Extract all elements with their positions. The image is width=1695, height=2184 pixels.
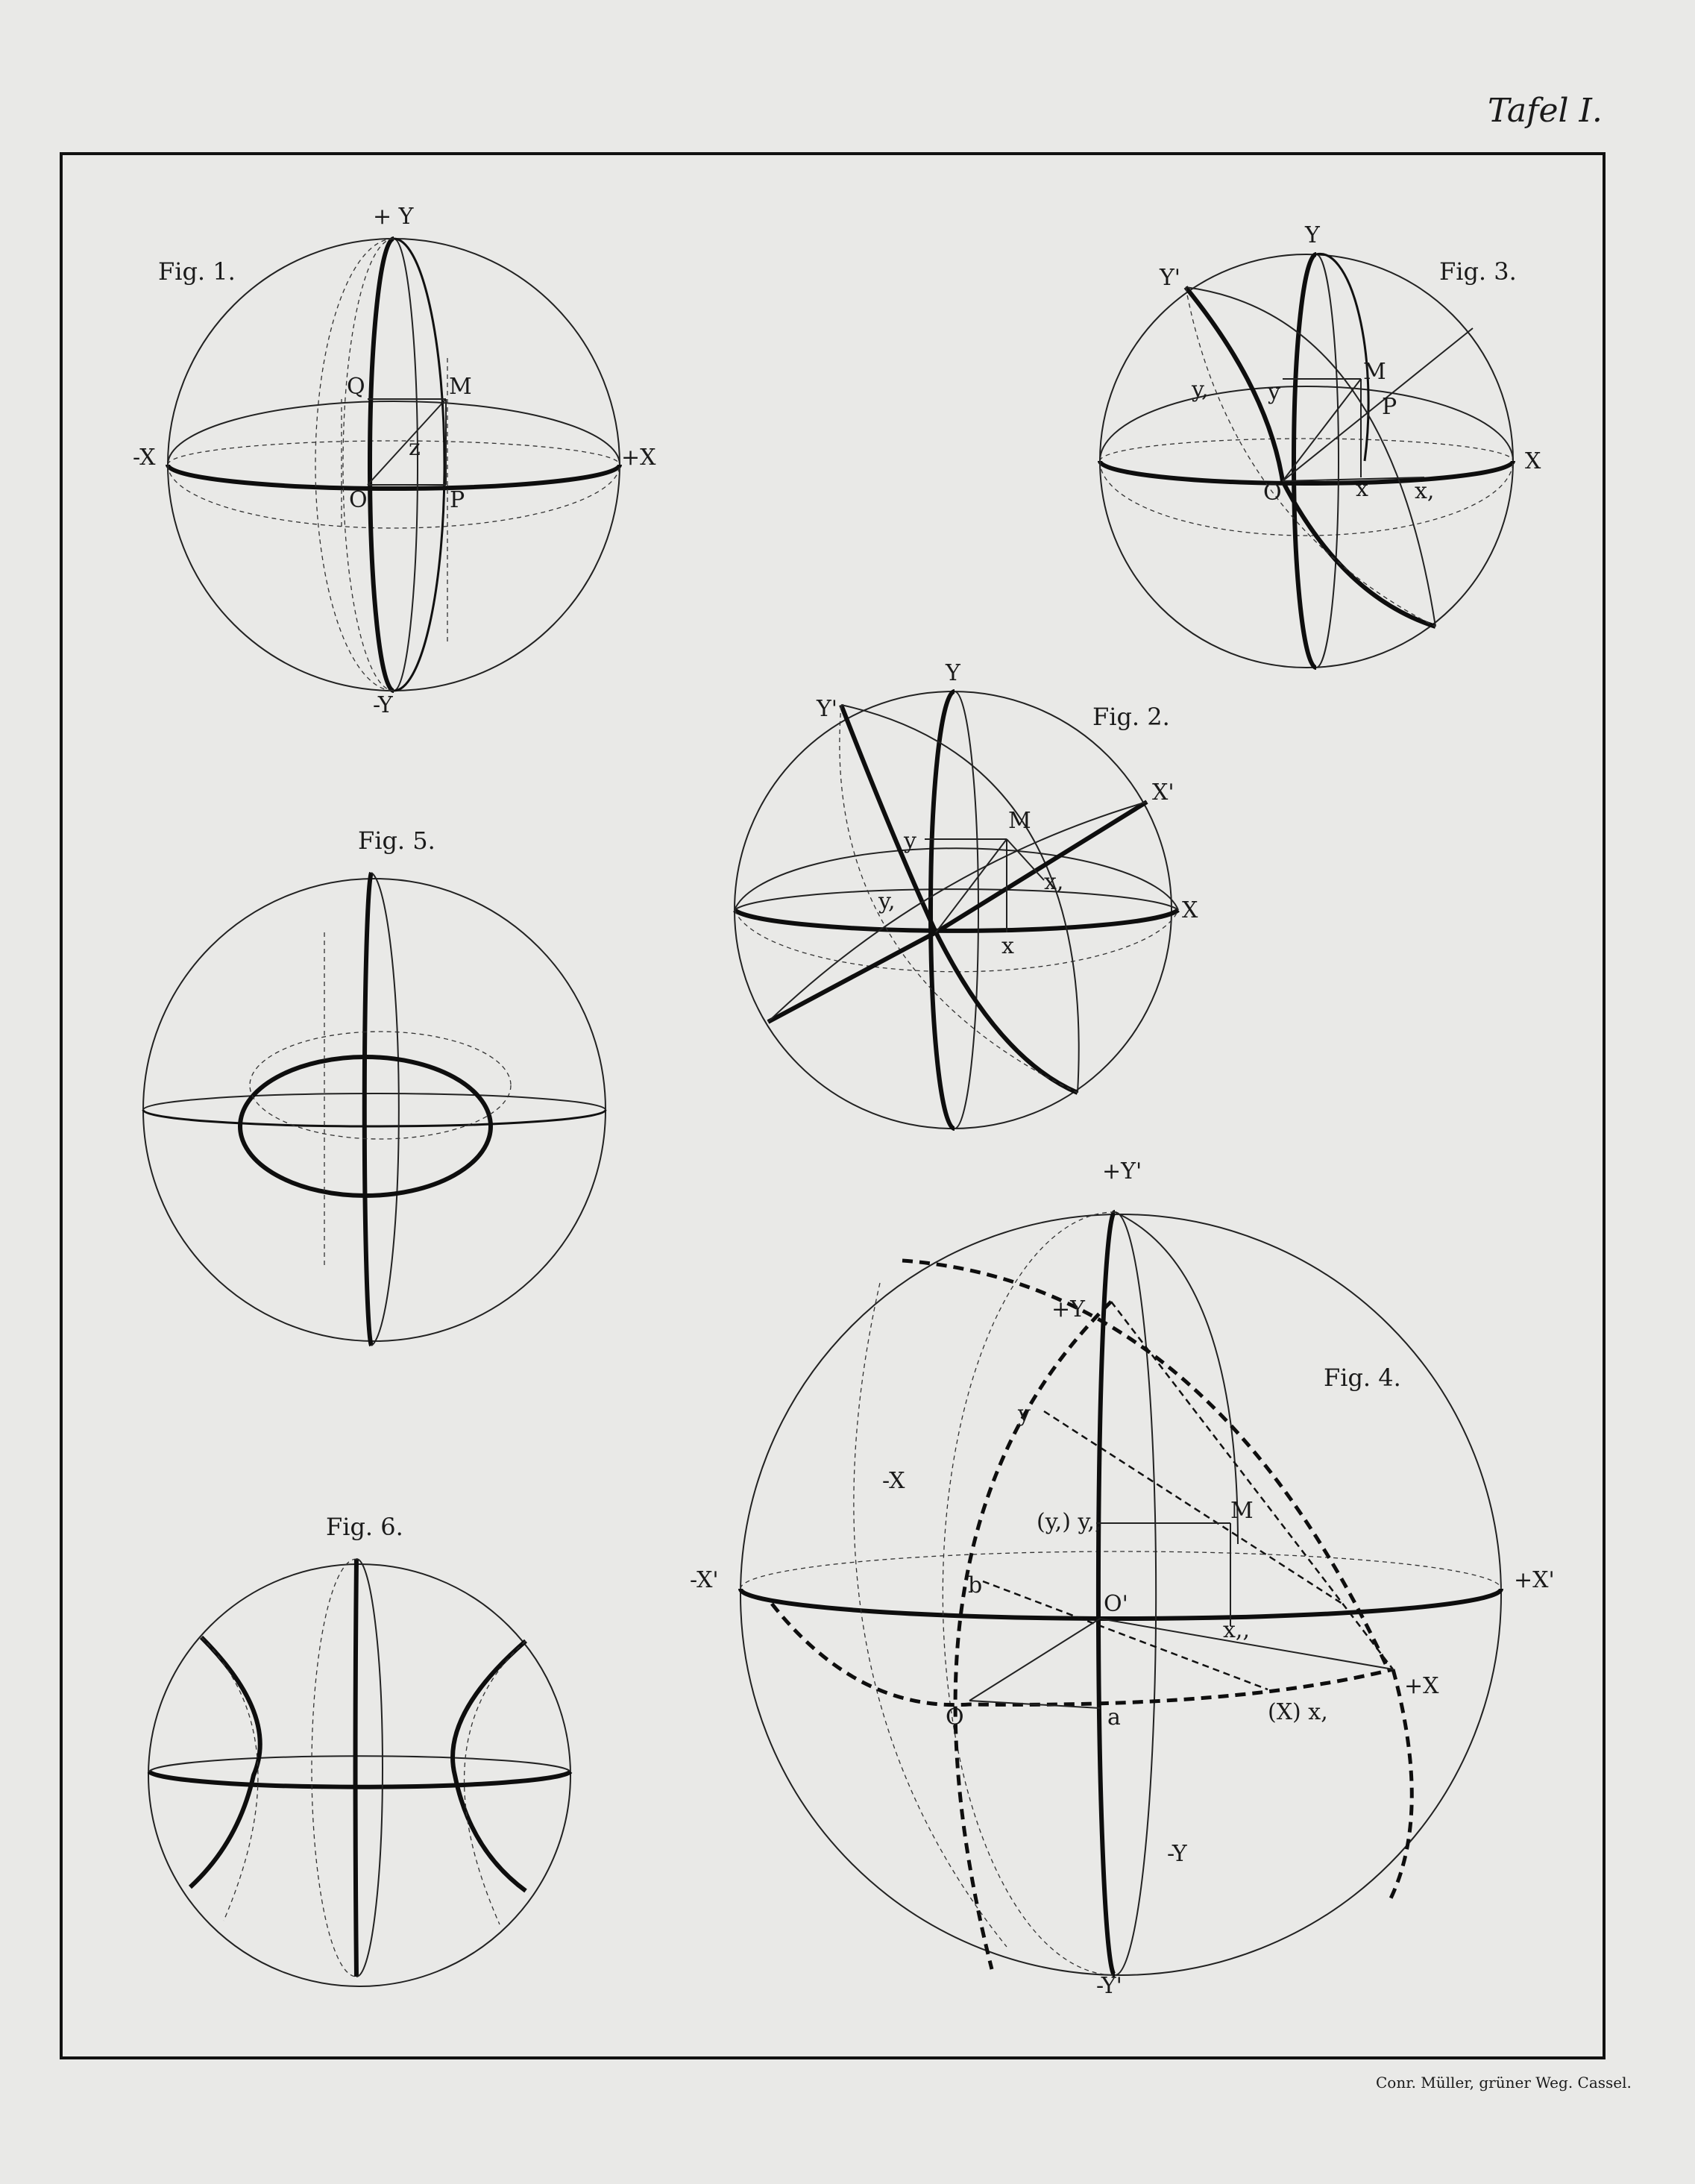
fig2-label-x-prime: X'	[1152, 779, 1174, 806]
figure-6	[148, 1513, 570, 1986]
fig4-label-minus-y-prime: -Y'	[1096, 1973, 1122, 1999]
fig3-label-y: y	[1268, 379, 1280, 405]
fig4-label-m: M	[1230, 1498, 1254, 1524]
fig1-label-p: P	[450, 487, 465, 513]
fig1-label-plus-y: + Y	[373, 204, 414, 230]
figure-3	[1100, 222, 1541, 668]
fig4-label-o-prime: O'	[1104, 1591, 1128, 1617]
fig4-label-b: b	[968, 1572, 983, 1598]
fig3-label-y-prime: Y'	[1160, 265, 1181, 291]
fig6-sphere	[148, 1564, 570, 1986]
fig3-label-y-top: Y	[1305, 222, 1320, 248]
fig3-label-m: M	[1363, 359, 1386, 385]
fig4-label-plus-x: +X	[1404, 1673, 1439, 1699]
fig4-label-xx1: (X) x,	[1268, 1699, 1328, 1725]
fig2-label-x1: x,	[1044, 869, 1064, 895]
fig4-label-minus-x-prime: -X'	[690, 1567, 719, 1593]
fig4-label-a: a	[1107, 1704, 1121, 1730]
fig4-label-plus-y-prime: +Y'	[1102, 1158, 1142, 1184]
fig2-label-x: X	[1182, 897, 1198, 923]
figure-4-caption: Fig. 4.	[1324, 1364, 1401, 1392]
figure-1-caption: Fig. 1.	[158, 257, 236, 286]
fig1-label-minus-y: -Y	[373, 692, 393, 718]
figure-1	[133, 204, 656, 718]
fig4-label-yy: (y,) y,,	[1037, 1509, 1102, 1535]
figure-2	[735, 660, 1198, 1129]
fig4-label-minus-y: -Y	[1167, 1841, 1187, 1867]
figure-4	[690, 1158, 1555, 1999]
fig3-label-p: P	[1382, 394, 1397, 420]
fig2-label-x-small: x	[1001, 933, 1014, 959]
fig2-label-y1: y,	[878, 888, 896, 914]
figure-5	[143, 826, 606, 1346]
fig1-label-m: M	[449, 374, 472, 400]
figure-6-caption: Fig. 6.	[326, 1513, 403, 1541]
fig4-label-y: y	[1018, 1401, 1031, 1427]
fig3-label-y1: y,	[1192, 377, 1209, 403]
fig3-label-x-small: x	[1356, 476, 1368, 502]
fig1-label-plus-x: +X	[621, 445, 656, 471]
fig4-label-plus-y: +Y	[1051, 1296, 1085, 1322]
fig4-label-minus-x: -X	[882, 1468, 905, 1494]
fig2-label-m: M	[1008, 808, 1031, 834]
fig3-label-x: X	[1525, 448, 1541, 474]
figure-2-caption: Fig. 2.	[1092, 703, 1170, 731]
fig1-sphere	[168, 239, 620, 691]
fig3-label-x1: x,	[1415, 478, 1435, 504]
fig4-label-x2: x,,	[1223, 1617, 1250, 1643]
fig2-label-y-prime: Y'	[817, 696, 838, 722]
fig2-label-y-top: Y	[946, 660, 960, 686]
printer-credit: Conr. Müller, grüner Weg. Cassel.	[1376, 2074, 1632, 2092]
fig1-label-minus-x: -X	[133, 445, 156, 471]
fig1-label-q: Q	[347, 374, 365, 400]
figure-5-caption: Fig. 5.	[358, 826, 435, 855]
plate-border	[61, 154, 1604, 2058]
plate-title: Tafel I.	[1488, 92, 1603, 130]
fig1-label-o: O	[349, 487, 368, 513]
fig1-label-z: z	[409, 435, 421, 461]
fig5-sphere	[143, 879, 606, 1341]
fig4-label-plus-x-prime: +X'	[1514, 1567, 1555, 1593]
fig4-label-o: O	[946, 1704, 964, 1730]
fig2-label-y: y	[904, 828, 916, 854]
figure-3-caption: Fig. 3.	[1439, 257, 1517, 286]
fig3-label-o: O	[1263, 480, 1282, 506]
